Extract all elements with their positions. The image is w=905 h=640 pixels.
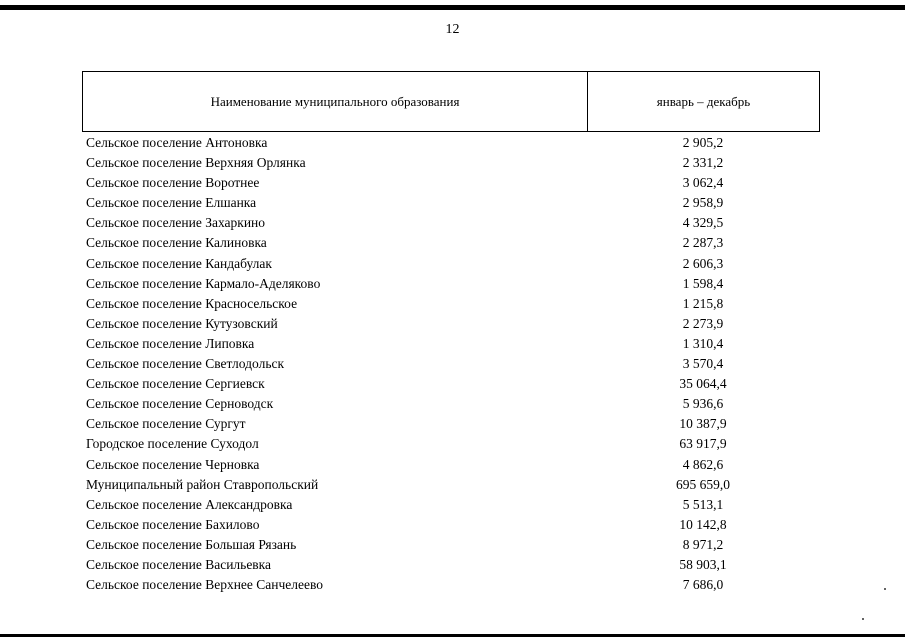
table-row [0, 254, 905, 274]
annual-value: 2 273,9 [682, 315, 724, 331]
municipality-name: Сельское поселение Верхнее Санчелеево [86, 577, 324, 593]
header-municipality-name: Наименование муниципального образования [83, 72, 588, 131]
municipality-name: Сельское поселение Васильевка [86, 556, 272, 572]
table-row [0, 414, 905, 434]
table-row [0, 334, 905, 354]
annual-value: 1 310,4 [682, 335, 724, 351]
table-row [0, 535, 905, 555]
table-row [0, 294, 905, 314]
annual-value: 2 905,2 [682, 135, 724, 150]
annual-value: 1 598,4 [682, 275, 724, 291]
table-body [0, 133, 905, 595]
table-header [82, 71, 820, 132]
annual-value: 5 936,6 [682, 396, 724, 412]
municipality-name: Сельское поселение Красносельское [86, 295, 298, 311]
header-period: январь – декабрь [656, 93, 751, 109]
annual-value: 35 064,4 [679, 376, 727, 392]
table-row [0, 555, 905, 575]
annual-value: 7 686,0 [682, 577, 724, 593]
annual-value: 5 513,1 [682, 496, 724, 512]
municipality-name: Сельское поселение Кутузовский [86, 315, 278, 331]
municipality-name: Сельское поселение Бахилово [86, 516, 260, 532]
annual-value: 3 570,4 [682, 356, 724, 372]
scan-speck [884, 588, 886, 590]
annual-value: 3 062,4 [682, 175, 724, 191]
table-row [0, 274, 905, 294]
table-row [0, 575, 905, 595]
table-row [0, 213, 905, 233]
municipality-name: Муниципальный район Ставропольский [86, 476, 319, 492]
municipality-name: Сельское поселение Кандабулак [86, 255, 272, 271]
municipality-name: Сельское поселение Сергиевск [86, 376, 265, 392]
municipality-name: Сельское поселение Липовка [86, 335, 255, 351]
table-row [0, 515, 905, 535]
table-row [0, 233, 905, 253]
annual-value: 4 329,5 [682, 215, 724, 231]
bottom-border-rule [0, 634, 905, 637]
table-row [0, 314, 905, 334]
annual-value: 695 659,0 [676, 476, 730, 492]
annual-value: 2 606,3 [682, 255, 724, 271]
municipality-name: Сельское поселение Антоновка [86, 135, 268, 150]
table-row [0, 455, 905, 475]
table-row [0, 354, 905, 374]
scan-speck [862, 618, 864, 620]
annual-value: 63 917,9 [679, 436, 727, 452]
annual-value: 8 971,2 [682, 536, 724, 552]
municipality-name: Сельское поселение Светлодольск [86, 356, 285, 372]
municipality-name: Сельское поселение Черновка [86, 456, 260, 472]
annual-value: 10 142,8 [679, 516, 727, 532]
municipality-name: Сельское поселение Елшанка [86, 195, 257, 211]
table-row [0, 153, 905, 173]
municipality-name: Городское поселение Суходол [86, 436, 259, 452]
municipality-name: Сельское поселение Захаркино [86, 215, 266, 231]
municipality-name: Сельское поселение Большая Рязань [86, 536, 297, 552]
top-border-rule [0, 5, 905, 10]
municipality-name: Сельское поселение Верхняя Орлянка [86, 155, 306, 171]
annual-value: 2 287,3 [682, 235, 724, 251]
annual-value: 4 862,6 [682, 456, 724, 472]
municipality-name: Сельское поселение Кармало-Аделяково [86, 275, 321, 291]
municipality-name: Сельское поселение Воротнее [86, 175, 260, 191]
municipality-name: Сельское поселение Серноводск [86, 396, 274, 412]
annual-value: 2 331,2 [682, 155, 724, 171]
page-number: 12 [445, 22, 460, 37]
municipality-name: Сельское поселение Александровка [86, 496, 293, 512]
table-row [0, 193, 905, 213]
municipality-name: Сельское поселение Сургут [86, 416, 246, 432]
annual-value: 58 903,1 [679, 556, 727, 572]
table-row [0, 173, 905, 193]
table-row [0, 434, 905, 454]
table-row [0, 133, 905, 153]
annual-value: 2 958,9 [682, 195, 724, 211]
annual-value: 10 387,9 [679, 416, 727, 432]
table-row [0, 374, 905, 394]
annual-value: 1 215,8 [682, 295, 724, 311]
table-row [0, 475, 905, 495]
table-row [0, 495, 905, 515]
municipality-name: Сельское поселение Калиновка [86, 235, 267, 251]
table-row [0, 394, 905, 414]
